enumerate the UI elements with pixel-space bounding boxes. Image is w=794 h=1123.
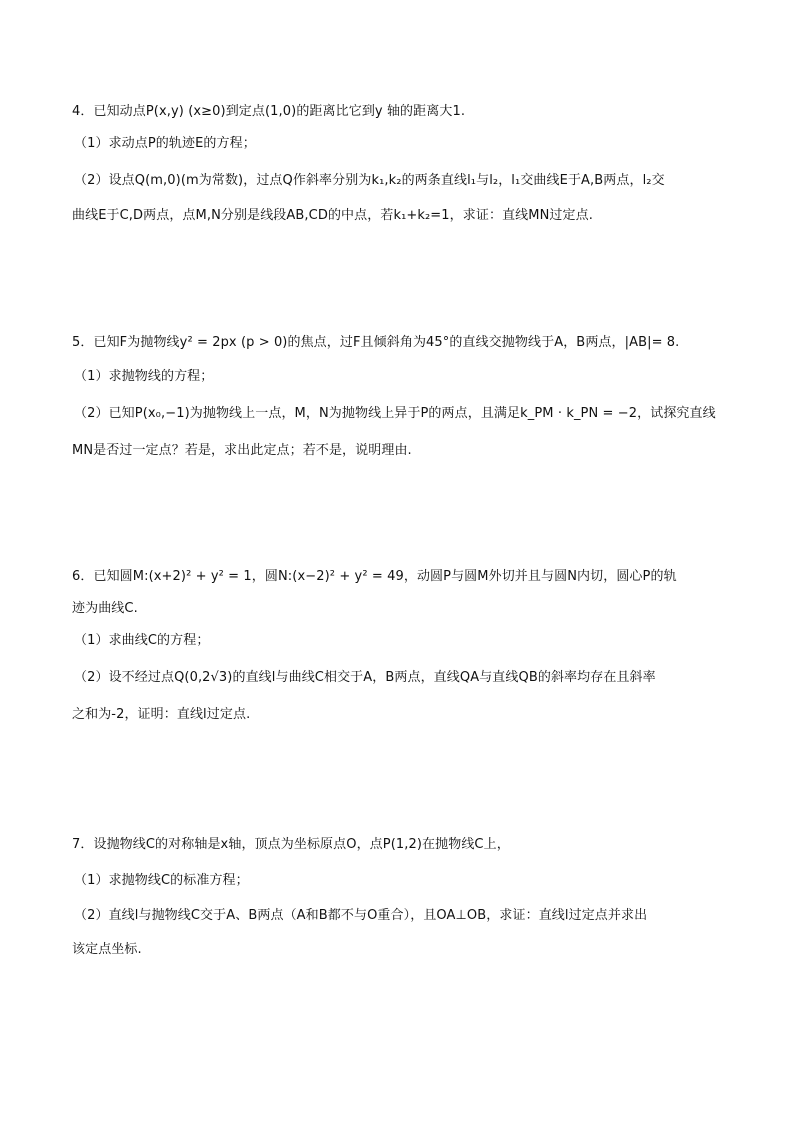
problem-6-part-2-line-1: （2）设不经过点Q(0,2√3)的直线l与曲线C相交于A，B两点，直线QA与直线QB的斜率均存在且斜率 — [74, 670, 656, 685]
problem-7-part-2-line-1: （2）直线l与抛物线C交于A、B两点（A和B都不与O重合），且OA⊥OB，求证：直线l过定点并求出 — [74, 908, 648, 923]
problem-5-stem: 5．已知F为抛物线y² = 2px (p > 0)的焦点，过F且倾斜角为45°的直线交抛物线于A，B两点，|AB|= 8. — [72, 335, 680, 350]
problem-5-part-2-line-1: （2）已知P(x₀,−1)为抛物线上一点，M，N为抛物线上异于P的两点，且满足k_PM · k_PN = −2，试探究直线 — [74, 406, 716, 421]
problem-5-part-2-line-2: MN是否过一定点？若是，求出此定点；若不是，说明理由. — [72, 443, 412, 458]
problem-7-part-2-line-2: 该定点坐标. — [72, 942, 142, 957]
problem-7-part-1: （1）求抛物线C的标准方程； — [74, 873, 249, 888]
problem-4-part-1: （1）求动点P的轨迹E的方程； — [74, 136, 256, 151]
problem-4-part-2-line-2: 曲线E于C,D两点，点M,N分别是线段AB,CD的中点，若k₁+k₂=1，求证：直线MN过定点. — [72, 208, 593, 223]
problem-6-part-2-line-2: 之和为-2，证明：直线l过定点. — [72, 707, 251, 722]
problem-4-stem: 4．已知动点P(x,y) (x≥0)到定点(1,0)的距离比它到y 轴的距离大1. — [72, 104, 466, 119]
problem-6-stem-line-2: 迹为曲线C. — [72, 601, 138, 616]
problem-6-stem-line-1: 6．已知圆M:(x+2)² + y² = 1，圆N:(x−2)² + y² = 49，动圆P与圆M外切并且与圆N内切，圆心P的轨 — [72, 569, 677, 584]
problem-5-part-1: （1）求抛物线的方程； — [74, 369, 214, 384]
problem-4-part-2-line-1: （2）设点Q(m,0)(m为常数)，过点Q作斜率分别为k₁,k₂的两条直线l₁与l₂，l₁交曲线E于A,B两点，l₂交 — [74, 173, 665, 188]
problem-6-part-1: （1）求曲线C的方程； — [74, 633, 210, 648]
problem-7-stem: 7．设抛物线C的对称轴是x轴，顶点为坐标原点O，点P(1,2)在抛物线C上， — [72, 837, 510, 852]
